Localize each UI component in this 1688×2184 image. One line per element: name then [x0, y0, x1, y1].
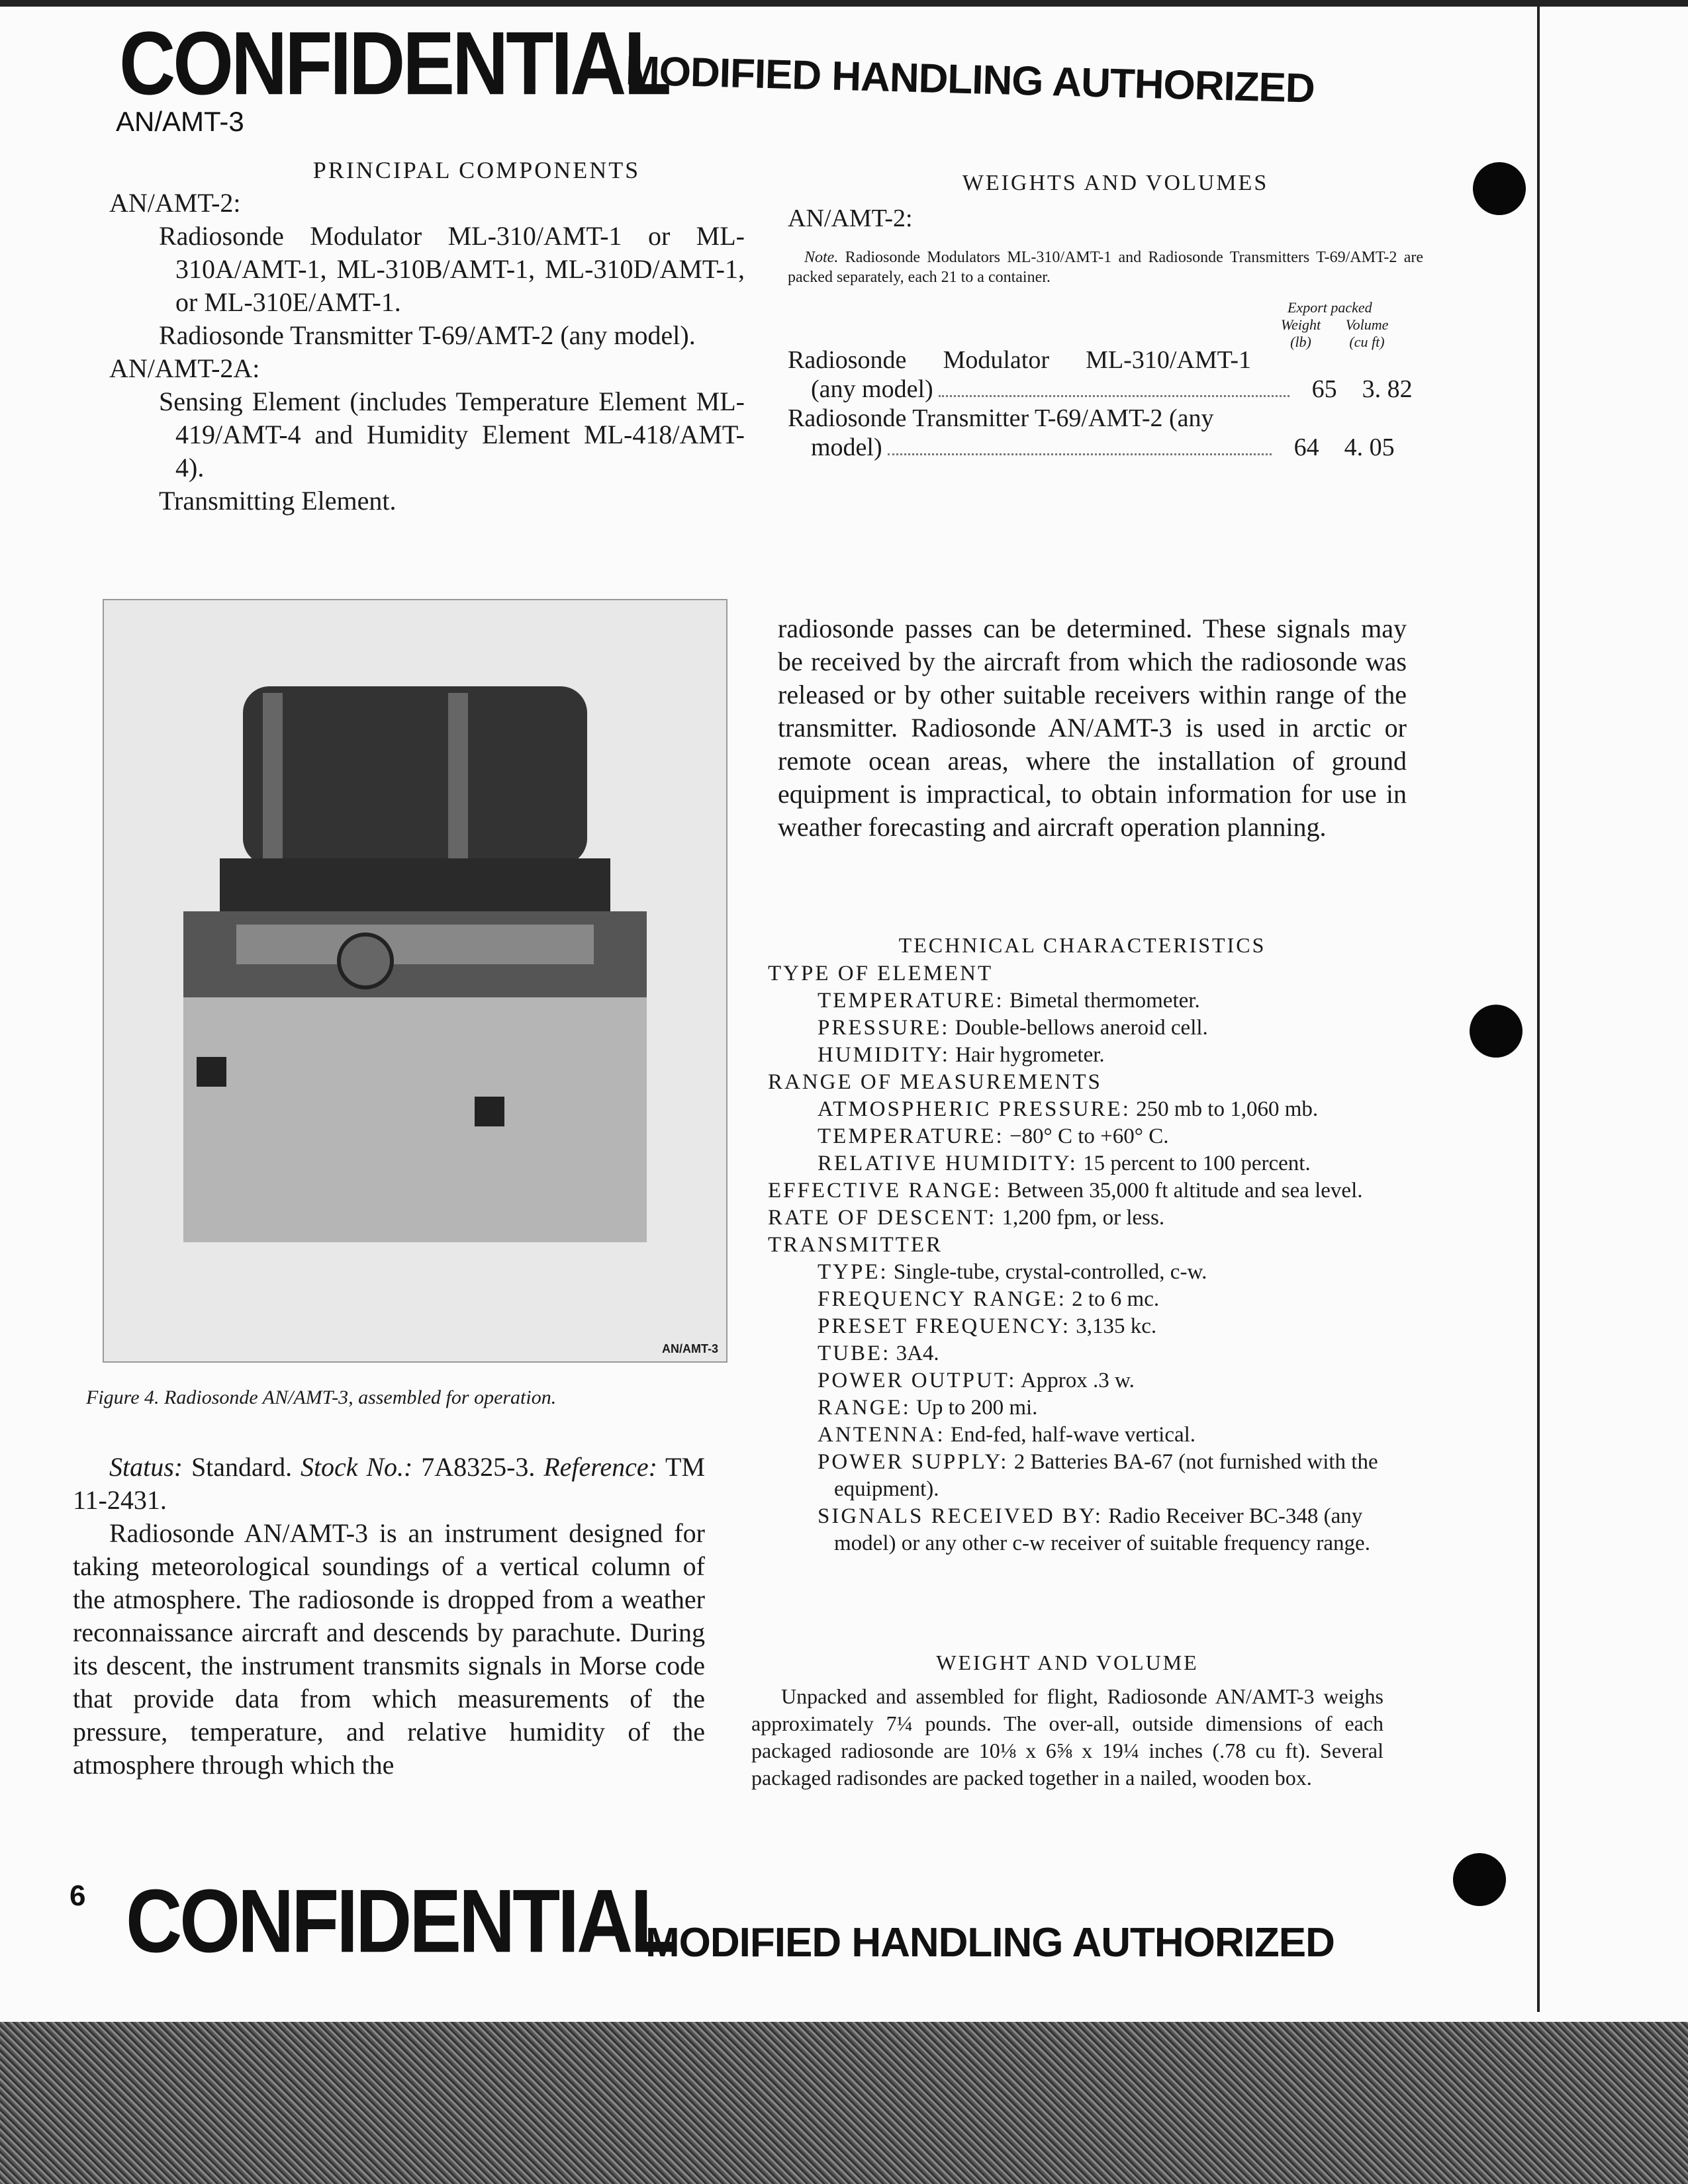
tech-label: TYPE:	[818, 1260, 888, 1284]
section-title: WEIGHT AND VOLUME	[936, 1651, 1199, 1674]
tech-value: Up to 200 mi.	[916, 1396, 1038, 1420]
weight-cell: 64	[1293, 433, 1319, 461]
group-label: AN/AMT-2:	[109, 188, 241, 218]
weights-volumes	[788, 171, 1423, 462]
component-item: Sensing Element (includes Temperature Element ML-419/AMT-4 and Humidity Element ML-418/AMT-4).	[159, 387, 745, 482]
tech-line	[768, 1123, 1397, 1150]
right-body: radiosonde passes can be determined. These signals may be received by the aircraft from which the radiosonde was released or by other suitable receivers within range of the transmitter. Radiosonde AN/AMT-3 is used in arctic or remote ocean areas, where the installation of ground equipment is impractical, to obtain information for use in weather forecasting and aircraft operation planning.	[778, 614, 1407, 842]
tech-line	[768, 1503, 1397, 1557]
tech-value: 1,200 fpm, or less.	[1002, 1206, 1165, 1230]
page-number: 6	[70, 1880, 86, 1912]
tech-line	[768, 1232, 1397, 1259]
handling-stamp: MODIFIED HANDLING AUTHORIZED	[625, 48, 1315, 112]
item-name-cont: model)	[811, 433, 882, 461]
tech-value: 3A4.	[896, 1342, 939, 1365]
tech-label: SIGNALS RECEIVED BY:	[818, 1504, 1103, 1528]
stock-value: 7A8325-3.	[421, 1452, 536, 1482]
volume-cell: 3. 82	[1362, 375, 1413, 403]
component-item: Transmitting Element.	[159, 486, 397, 516]
table-row	[788, 404, 1423, 462]
note-label: Note.	[804, 249, 839, 266]
tech-line	[768, 960, 1397, 987]
tech-line	[768, 987, 1397, 1015]
tech-label: HUMIDITY:	[818, 1043, 950, 1067]
tech-label: RANGE:	[818, 1396, 911, 1420]
tech-value: 3,135 kc.	[1076, 1314, 1157, 1338]
status-value: Standard.	[191, 1452, 293, 1482]
tech-value: End-fed, half-wave vertical.	[950, 1423, 1196, 1447]
tech-label: PRESET FREQUENCY:	[818, 1314, 1070, 1338]
tech-label: ANTENNA:	[818, 1423, 945, 1447]
component-item: Radiosonde Modulator ML-310/AMT-1 or ML-310A/AMT-1, ML-310B/AMT-1, ML-310D/AMT-1, or ML-310E/AMT-1.	[159, 221, 745, 317]
weight-cell: 65	[1311, 375, 1337, 403]
tech-line	[768, 1177, 1397, 1205]
tech-label: RELATIVE HUMIDITY:	[818, 1152, 1078, 1175]
status-line	[73, 1451, 705, 1517]
scan-bottom-edge	[0, 2022, 1688, 2184]
tech-label: POWER SUPPLY:	[818, 1450, 1009, 1474]
tech-line	[768, 1313, 1397, 1340]
tech-line	[768, 1069, 1397, 1096]
right-page-edge	[1537, 7, 1540, 2012]
leader-dots	[888, 453, 1272, 455]
item-name: Radiosonde Modulator ML-310/AMT-1	[788, 346, 1251, 374]
tech-label: TRANSMITTER	[768, 1233, 943, 1257]
tech-value: Bimetal thermometer.	[1009, 989, 1200, 1013]
tech-line	[768, 1150, 1397, 1177]
principal-components	[109, 154, 745, 518]
leader-dots	[939, 395, 1289, 397]
tech-line	[768, 1394, 1397, 1422]
tech-label: FREQUENCY RANGE:	[818, 1287, 1066, 1311]
tech-value: 15 percent to 100 percent.	[1083, 1152, 1311, 1175]
plate-label: AN/AMT-3	[662, 1342, 718, 1355]
tech-value: −80° C to +60° C.	[1009, 1124, 1169, 1148]
table-header	[788, 299, 1423, 350]
note	[788, 248, 1423, 287]
tech-label: TEMPERATURE:	[818, 1124, 1004, 1148]
tech-value: Single-tube, crystal-controlled, c-w.	[893, 1260, 1207, 1284]
left-body	[73, 1451, 705, 1782]
figure-caption: Figure 4. Radiosonde AN/AMT-3, assembled for operation.	[86, 1387, 557, 1408]
col-weight-header: Weight (lb)	[1280, 316, 1321, 350]
status-label: Status:	[109, 1452, 183, 1482]
item-name-cont: (any model)	[811, 375, 933, 403]
tech-line	[768, 1205, 1397, 1232]
confidential-stamp-footer: CONFIDENTIAL	[126, 1871, 676, 1972]
tech-line	[768, 1340, 1397, 1367]
reference-label: Reference:	[543, 1452, 657, 1482]
tech-line	[768, 1286, 1397, 1313]
tech-line	[768, 1367, 1397, 1394]
tech-line	[768, 1042, 1397, 1069]
tech-label: POWER OUTPUT:	[818, 1369, 1017, 1392]
col-group-header: Export packed	[1288, 299, 1372, 316]
tech-label: EFFECTIVE RANGE:	[768, 1179, 1002, 1203]
top-scan-edge	[0, 0, 1688, 7]
designation: AN/AMT-3	[116, 106, 244, 137]
stock-label: Stock No.:	[300, 1452, 413, 1482]
item-name: Radiosonde Transmitter T-69/AMT-2 (any	[788, 404, 1214, 432]
tech-line	[768, 1096, 1397, 1123]
punch-hole	[1470, 1005, 1523, 1058]
tech-label: TEMPERATURE:	[818, 989, 1004, 1013]
tech-value: Double-bellows aneroid cell.	[955, 1016, 1208, 1040]
tech-label: PRESSURE:	[818, 1016, 950, 1040]
section-title: WEIGHTS AND VOLUMES	[962, 171, 1269, 195]
tech-line	[768, 1422, 1397, 1449]
tech-value: Between 35,000 ft altitude and sea level.	[1007, 1179, 1363, 1203]
volume-cell: 4. 05	[1344, 433, 1395, 461]
tech-label: RATE OF DESCENT:	[768, 1206, 997, 1230]
tech-line	[768, 1259, 1397, 1286]
punch-hole	[1473, 162, 1526, 215]
table-row	[788, 345, 1423, 404]
tech-value: Hair hygrometer.	[955, 1043, 1105, 1067]
note-text: Radiosonde Modulators ML-310/AMT-1 and Radiosonde Transmitters T-69/AMT-2 are packed separately, each 21 to a container.	[788, 249, 1424, 286]
col-volume-header: Volume (cu ft)	[1345, 316, 1389, 350]
tech-line	[768, 1449, 1397, 1503]
handling-stamp-footer: MODIFIED HANDLING AUTHORIZED	[645, 1920, 1335, 1966]
group-label: AN/AMT-2A:	[109, 353, 260, 383]
tech-label: TUBE:	[818, 1342, 891, 1365]
tech-label: RANGE OF MEASUREMENTS	[768, 1070, 1102, 1094]
section-title: TECHNICAL CHARACTERISTICS	[898, 933, 1266, 957]
description-paragraph: Radiosonde AN/AMT-3 is an instrument designed for taking meteorological soundings of a vertical column of the atmosphere. The radiosonde is dropped from a weather reconnaissance aircraft and descends by parachute. During its descent, the instrument transmits signals in Morse code that provide data from which measurements of the pressure, temperature, and relative humidity of the atmosphere through which the	[73, 1518, 705, 1780]
figure-photo	[103, 599, 727, 1363]
reference-value: TM 11-2431.	[73, 1452, 706, 1515]
group-label: AN/AMT-2:	[788, 205, 913, 232]
punch-hole	[1453, 1853, 1506, 1906]
tech-label: ATMOSPHERIC PRESSURE:	[818, 1097, 1131, 1121]
tech-line	[768, 1015, 1397, 1042]
weight-and-volume	[751, 1649, 1383, 1792]
weight-paragraph: Unpacked and assembled for flight, Radiosonde AN/AMT-3 weighs approximately 7¼ pounds. The over-all, outside dimensions of each packaged radiosonde are 10⅛ x 6⅝ x 19¼ inches (.78 cu ft). Several packaged radisondes are packed together in a nailed, wooden box.	[751, 1684, 1383, 1790]
tech-value: 2 Batteries BA-67 (not furnished with the equipment).	[834, 1450, 1378, 1501]
section-title: PRINCIPAL COMPONENTS	[312, 157, 641, 183]
tech-label: TYPE OF ELEMENT	[768, 962, 994, 985]
component-item: Radiosonde Transmitter T-69/AMT-2 (any model).	[159, 320, 696, 350]
tech-value: Radio Receiver BC-348 (any model) or any other c-w receiver of suitable frequency range.	[834, 1504, 1370, 1555]
technical-characteristics	[768, 932, 1397, 1557]
tech-value: Approx .3 w.	[1020, 1369, 1135, 1392]
confidential-stamp: CONFIDENTIAL	[119, 13, 669, 114]
radiosonde-photo	[104, 600, 726, 1361]
tech-value: 2 to 6 mc.	[1072, 1287, 1160, 1311]
tech-value: 250 mb to 1,060 mb.	[1136, 1097, 1319, 1121]
